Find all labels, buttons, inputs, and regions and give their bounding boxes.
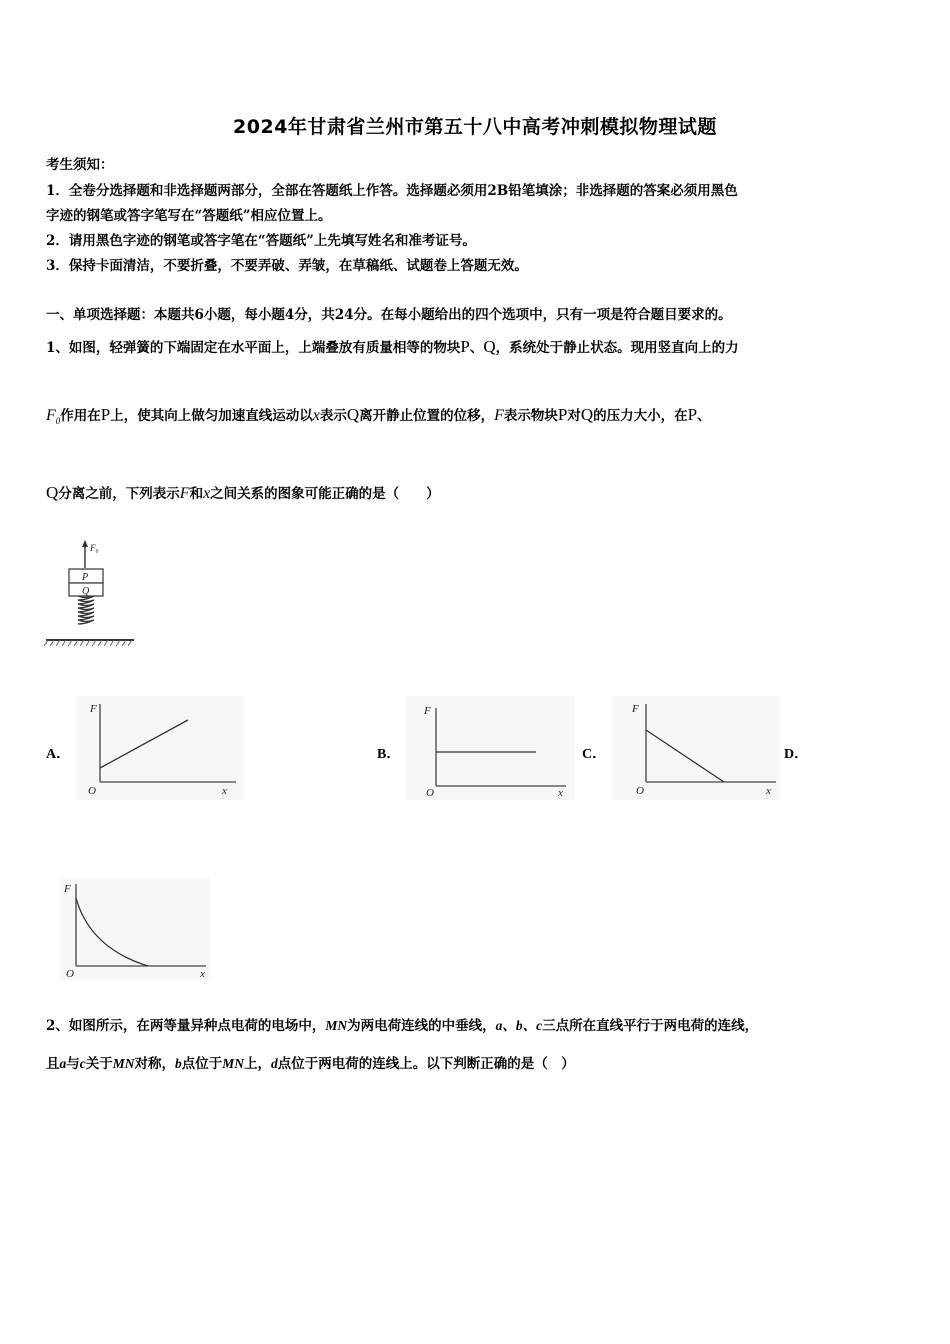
q2-b: b	[175, 1056, 182, 1071]
symbol-Q: Q	[580, 405, 594, 424]
option-d-label: D．	[784, 747, 809, 762]
q1-text: 离开静止位置的位移，	[359, 408, 495, 424]
symbol-F: F	[494, 407, 504, 424]
page-title: 2024年甘肃省兰州市第五十八中高考冲刺模拟物理试题	[233, 116, 717, 138]
q2-mn: MN	[112, 1056, 135, 1071]
graph-a-origin-label: O	[88, 785, 96, 797]
graph-a-x-label: x	[222, 785, 227, 797]
q1-text: 作用在	[60, 408, 101, 424]
q2-c: c	[79, 1056, 86, 1071]
q2-mn: MN	[222, 1056, 245, 1071]
option-b-label: B．	[377, 747, 401, 762]
graph-c	[612, 696, 780, 800]
graph-a	[76, 696, 244, 800]
q2-line-2	[46, 1052, 575, 1072]
symbol-Q: Q	[46, 483, 59, 502]
graph-d-f-label: F	[64, 883, 71, 895]
q2-a: a	[59, 1056, 67, 1071]
q1-text: 分离之前，下列表示	[58, 486, 180, 502]
force-label: F₀	[90, 543, 99, 553]
q2-d: d	[271, 1056, 278, 1071]
symbol-P: P	[100, 405, 111, 424]
q1-text: 对	[567, 408, 581, 424]
notice-heading: 考生须知：	[46, 157, 114, 173]
q1-line-3	[46, 482, 440, 503]
q2-mn: MN	[325, 1018, 348, 1033]
q2-text: 点位于	[181, 1056, 223, 1072]
q1-text: 之间关系的图象可能正确的是（ ）	[210, 486, 440, 502]
q2-line-1	[46, 1014, 758, 1034]
symbol-P: P	[687, 405, 698, 424]
q2-text: 与	[66, 1056, 80, 1072]
q1-text: 、	[697, 408, 711, 424]
q1-text: 1、如图，轻弹簧的下端固定在水平面上，上端叠放有质量相等的物块	[46, 340, 461, 356]
symbol-F0: $F_0$	[46, 407, 61, 427]
q1-text: 和	[189, 486, 204, 502]
symbol-P: P	[460, 337, 470, 356]
graph-b	[406, 696, 574, 800]
q1-text: 上，使其向上做匀加速直线运动以	[110, 408, 313, 424]
notice-item-1: 1．全卷分选择题和非选择题两部分，全部在答题纸上作答。选择题必须用2B铅笔填涂；非选择题的答案必须用黑色	[46, 183, 738, 199]
notice-item-1-cont: 字迹的钢笔或答字笔写在“答题纸”相应位置上。	[46, 208, 332, 224]
q2-text: 三点所在直线平行于两电荷的连线，	[542, 1018, 759, 1034]
section-heading: 一、单项选择题：本题共6小题，每小题4分，共24分。在每小题给出的四个选项中，只有一项是符合题目要求的。	[46, 307, 732, 323]
q1-text: 表示物块	[503, 408, 558, 424]
spring-block-figure	[44, 538, 136, 650]
q2-text: 上，	[244, 1056, 272, 1072]
symbol-Q: Q	[483, 337, 496, 356]
symbol-F: F	[179, 485, 190, 502]
graph-b-f-label: F	[424, 705, 431, 717]
q2-text: 为两电荷连线的中垂线，	[347, 1018, 496, 1034]
q1-sep: 、	[469, 340, 484, 356]
graph-b-origin-label: O	[426, 787, 434, 799]
q2-text: 对称，	[134, 1056, 176, 1072]
q1-text: 的压力大小，在	[593, 408, 688, 424]
graph-a-f-label: F	[90, 703, 97, 715]
graph-a-background	[76, 696, 244, 800]
spring	[78, 596, 94, 624]
graph-b-x-label: x	[558, 787, 563, 799]
q1-line-2	[46, 404, 711, 426]
notice-item-3: 3．保持卡面清洁，不要折叠，不要弄破、弄皱，在草稿纸、试题卷上答题无效。	[46, 258, 528, 274]
block-q-label: Q	[82, 586, 90, 597]
graph-c-x-label: x	[766, 785, 771, 797]
q2-text: 且	[46, 1056, 60, 1072]
graph-b-background	[406, 696, 574, 800]
force-arrow-head	[82, 540, 88, 547]
symbol-x: x	[312, 407, 320, 424]
q2-text: 关于	[85, 1056, 113, 1072]
q1-text: ，系统处于静止状态。现用竖直向上的力	[495, 340, 739, 356]
graph-d-background	[60, 878, 210, 980]
option-a-label: A．	[46, 747, 71, 762]
graph-d-x-label: x	[200, 968, 205, 980]
q2-text: 点位于两电荷的连线上。以下判断正确的是（ ）	[277, 1056, 575, 1072]
q2-text: 2、如图所示，在两等量异种点电荷的电场中，	[46, 1018, 326, 1034]
graph-d	[60, 878, 210, 980]
symbol-P: P	[557, 405, 568, 424]
option-c-label: C．	[582, 747, 607, 762]
graph-c-f-label: F	[632, 703, 639, 715]
symbol-x: x	[203, 485, 211, 502]
q2-abc: a、b、c	[495, 1018, 543, 1033]
symbol-Q: Q	[346, 405, 360, 424]
graph-d-origin-label: O	[66, 968, 74, 980]
notice-item-2: 2．请用黑色字迹的钢笔或答字笔在“答题纸”上先填写姓名和准考证号。	[46, 233, 476, 249]
q1-line-1	[46, 336, 739, 357]
q1-text: 表示	[319, 408, 347, 424]
graph-c-origin-label: O	[636, 785, 644, 797]
block-p-label: P	[82, 572, 89, 583]
